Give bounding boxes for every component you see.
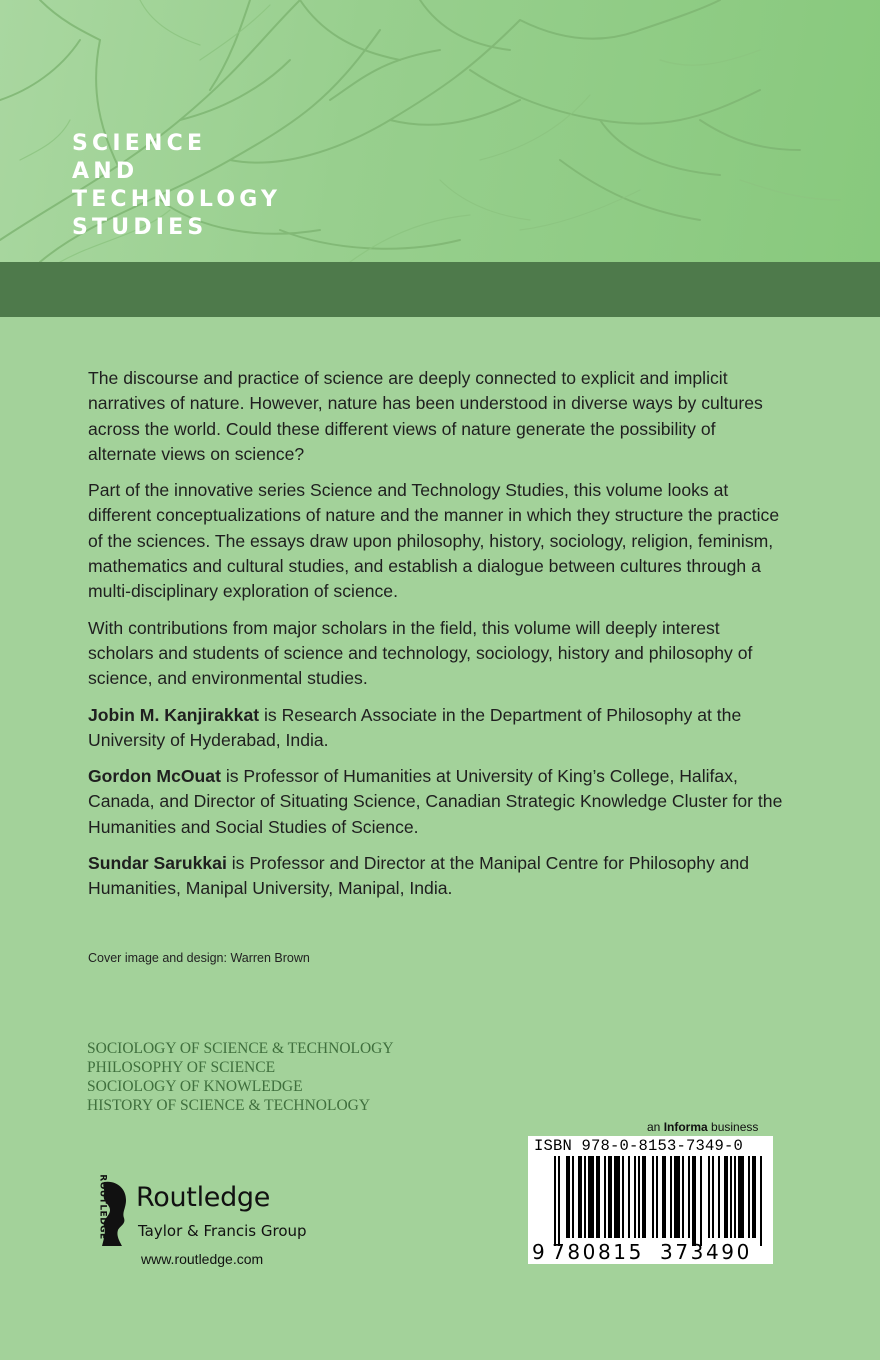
barcode-bar (760, 1156, 762, 1246)
barcode-bar (554, 1156, 556, 1246)
barcode-bar (634, 1156, 636, 1238)
barcode-bar (674, 1156, 680, 1238)
publisher-website: www.routledge.com (141, 1251, 264, 1267)
barcode-bar (700, 1156, 702, 1246)
publisher-vertical-text: ROUTLEDGE (97, 1174, 108, 1240)
barcode-bar (588, 1156, 594, 1238)
series-title-line-4: STUDIES (72, 215, 208, 240)
informa-prefix: an (647, 1120, 664, 1134)
barcode-digits-left: 780815 (552, 1240, 644, 1264)
description-paragraph-1: The discourse and practice of science are deeply connected to explicit and implicit narratives of nature. However, nature has been understood in diverse ways by cultures across the world. Could these different views of nature generate the possibility of alternate views on science? (88, 368, 763, 464)
author-bio-3 (88, 851, 788, 902)
barcode-bar (652, 1156, 654, 1238)
author-description: is Professor of Humanities at University of King’s College, Halifax, Canada, and Director of Situating Science, Canadian Strategic Knowledge Cluster for the Humanities and Social Studies of Science. (88, 766, 783, 837)
barcode-bar (614, 1156, 620, 1238)
barcode-bar (712, 1156, 714, 1238)
series-title-line-2: AND (72, 159, 139, 184)
informa-brand: Informa (663, 1120, 708, 1134)
barcode-digits-right: 373490 (660, 1240, 752, 1264)
author-name: Sundar Sarukkai (88, 853, 227, 874)
series-title (72, 130, 281, 242)
series-title-line-3: TECHNOLOGY (72, 187, 282, 212)
barcode-bar (752, 1156, 756, 1238)
barcode-bar (628, 1156, 630, 1238)
barcode-bar (730, 1156, 732, 1238)
publisher-logo (84, 1174, 344, 1250)
barcode-bar (622, 1156, 624, 1238)
routledge-head-icon (96, 1180, 132, 1246)
barcode-bar (596, 1156, 600, 1238)
barcode-bar (566, 1156, 570, 1238)
subject-item: SOCIOLOGY OF KNOWLEDGE (87, 1078, 303, 1095)
description-paragraph-2: Part of the innovative series Science and Technology Studies, this volume looks at different conceptualizations of nature and the manner in which they structure the practice of the sciences. The essays draw upon philosophy, history, sociology, religion, feminism, mathematics and cultural studies, and establish a dialogue between cultures through a multi-disciplinary exploration of science. (88, 480, 780, 602)
publisher-name: Routledge (136, 1182, 271, 1213)
barcode-bar (682, 1156, 684, 1238)
barcode-bar (584, 1156, 586, 1238)
isbn-label: ISBN 978-0-8153-7349-0 (534, 1137, 744, 1155)
informa-suffix: business (707, 1120, 759, 1134)
barcode-bar (558, 1156, 560, 1246)
barcode-bar (604, 1156, 606, 1238)
barcode-bar (638, 1156, 640, 1238)
author-bio-1 (88, 703, 788, 754)
barcode-bar (748, 1156, 750, 1238)
subject-list (87, 1039, 394, 1115)
author-description: is Research Associate in the Department of Philosophy at the University of Hyderabad, India. (88, 704, 742, 750)
barcode-digit-lead: 9 (532, 1240, 545, 1264)
description-paragraph-3: With contributions from major scholars in the field, this volume will deeply interest scholars and students of science and technology, sociology, history and philosophy of science, and environmental studies. (88, 617, 753, 689)
barcode-bar (662, 1156, 666, 1238)
subject-item: HISTORY OF SCIENCE & TECHNOLOGY (87, 1097, 371, 1114)
subject-item: PHILOSOPHY OF SCIENCE (87, 1059, 276, 1076)
cover-header (0, 0, 880, 262)
back-cover-text (88, 366, 788, 913)
author-description: is Professor and Director at the Manipal Centre for Philosophy and Humanities, Manipal University, Manipal, India. (88, 853, 750, 899)
author-name: Jobin M. Kanjirakkat (88, 704, 260, 725)
barcode-bar (578, 1156, 582, 1238)
informa-tagline (647, 1120, 758, 1134)
barcode-bar (670, 1156, 672, 1238)
barcode-bar (724, 1156, 728, 1238)
author-name: Gordon McOuat (88, 766, 221, 787)
header-band (0, 262, 880, 317)
series-title-line-1: SCIENCE (72, 131, 207, 156)
barcode-bar (738, 1156, 744, 1238)
isbn-barcode (528, 1136, 773, 1264)
publisher-group: Taylor & Francis Group (138, 1222, 307, 1240)
cover-credit: Cover image and design: Warren Brown (88, 951, 310, 965)
subject-item: SOCIOLOGY OF SCIENCE & TECHNOLOGY (87, 1040, 394, 1057)
barcode-bar (642, 1156, 646, 1238)
barcode-bar (692, 1156, 696, 1246)
barcode-bar (708, 1156, 710, 1238)
barcode-bar (688, 1156, 690, 1238)
barcode-bar (572, 1156, 574, 1238)
barcode-bar (608, 1156, 612, 1238)
barcode-bar (656, 1156, 658, 1238)
barcode-bar (734, 1156, 736, 1238)
author-bio-2 (88, 764, 788, 840)
barcode-bar (718, 1156, 720, 1238)
